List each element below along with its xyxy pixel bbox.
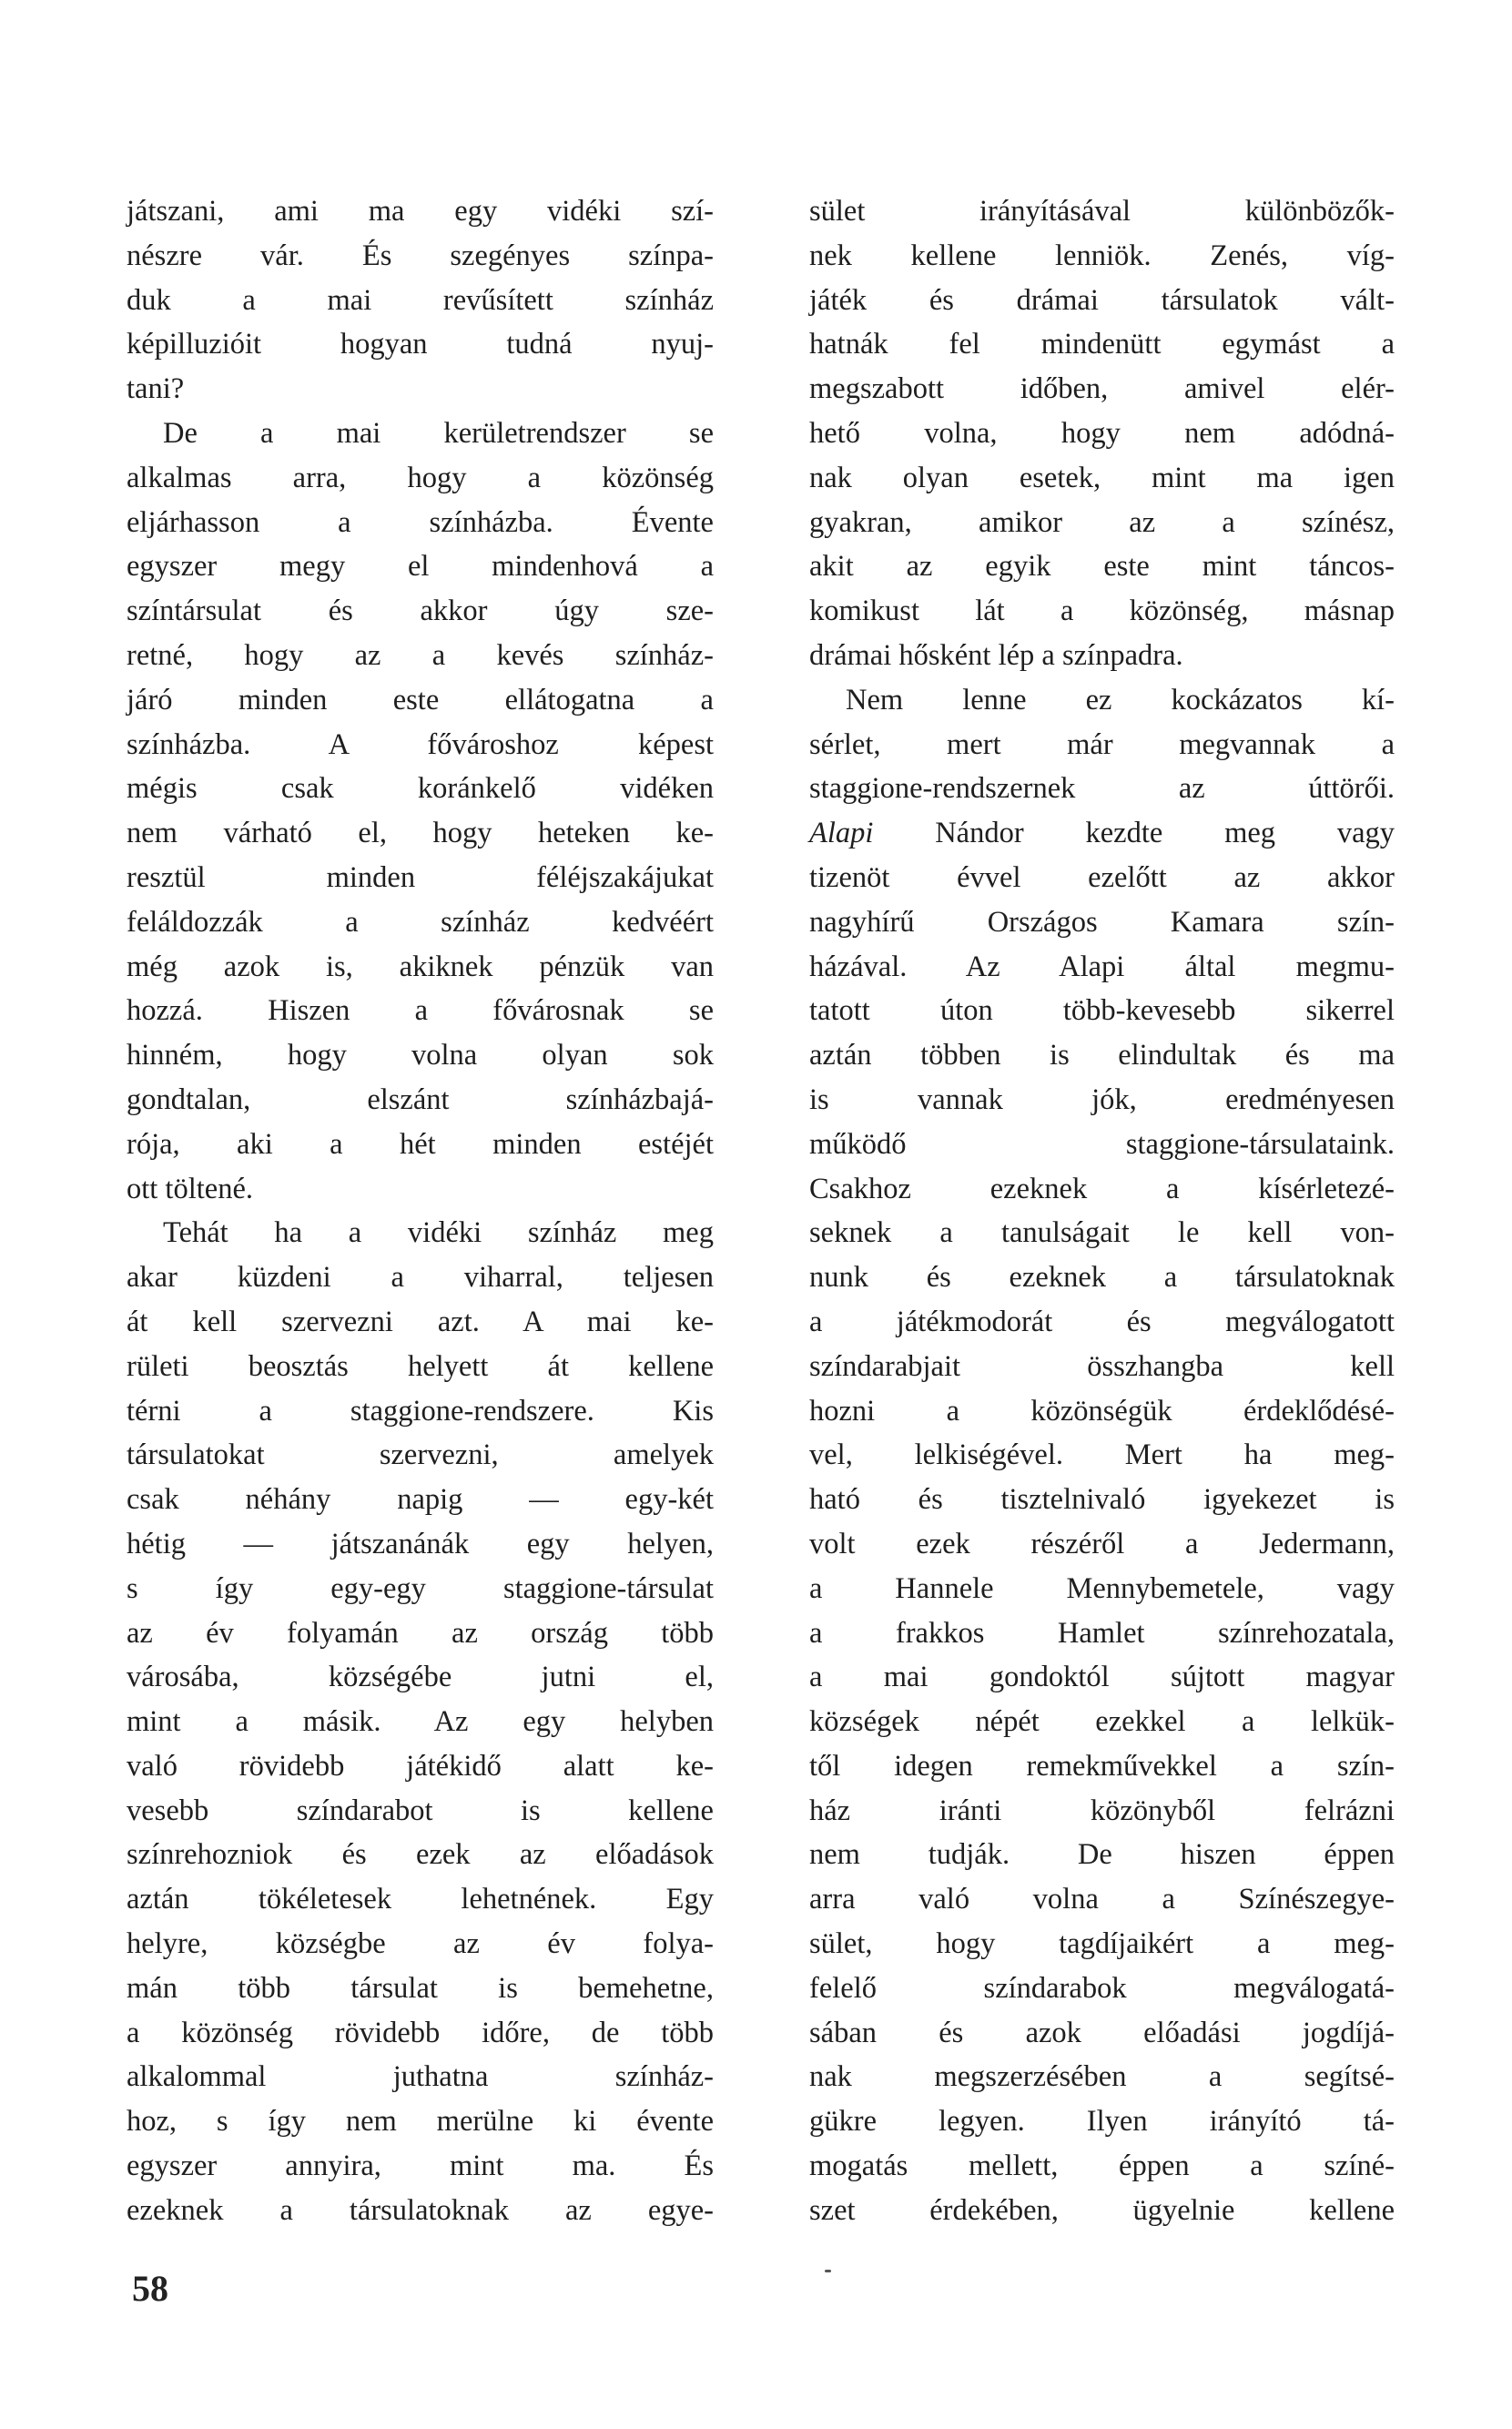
text-line: községek népét ezekkel a lelkük-	[809, 1705, 1395, 1739]
text-line: retné, hogy az a kevés színház-	[127, 638, 714, 672]
text-line: hatnák fel mindenütt egymást a	[809, 328, 1395, 361]
text-line: feláldozzák a színház kedvéért	[127, 905, 714, 939]
text-line: sérlet, mert már megvannak a	[809, 727, 1395, 761]
text-line: arra való volna a Színészegye-	[809, 1883, 1395, 1916]
paragraph	[127, 1211, 714, 2232]
paragraph	[809, 678, 1395, 2233]
text-line: is vannak jók, eredményesen	[809, 1082, 1395, 1116]
text-line: nem várható el, hogy heteken ke-	[127, 817, 714, 850]
page-number: 58	[132, 2268, 168, 2309]
text-line: nunk és ezeknek a társulatoknak	[809, 1261, 1395, 1295]
text-line: s így egy-egy staggione-társulat	[127, 1571, 714, 1605]
text-line: volt ezek részéről a Jedermann,	[809, 1527, 1395, 1560]
text-line: tani?	[127, 372, 185, 406]
text-line: járó minden este ellátogatna a	[127, 683, 714, 717]
text-line: működő staggione-társulataink.	[809, 1127, 1395, 1161]
text-line: sület, hogy tagdíjaikért a meg-	[809, 1927, 1395, 1961]
text-line: ott töltené.	[127, 1172, 253, 1205]
text-line: De a mai kerületrendszer se	[163, 416, 714, 450]
text-line: vel, lelkiségével. Mert ha meg-	[809, 1438, 1395, 1472]
text-line: nak megszerzésében a segítsé-	[809, 2060, 1395, 2094]
text-column-left	[127, 189, 714, 2233]
text-line: egyszer annyira, mint ma. És	[127, 2150, 714, 2183]
text-line: drámai hősként lép a színpadra.	[809, 638, 1183, 672]
text-line: gondtalan, elszánt színházbajá-	[127, 1082, 714, 1116]
text-line: komikust lát a közönség, másnap	[809, 595, 1395, 628]
text-line: mint a másik. Az egy helyben	[127, 1705, 714, 1739]
text-line: nem tudják. De hiszen éppen	[809, 1838, 1395, 1872]
text-line: ház iránti közönyből felrázni	[809, 1794, 1395, 1827]
text-line: Nem lenne ez kockázatos kí-	[846, 683, 1395, 717]
italic-name: Alapi	[809, 817, 874, 850]
text-line: a frakkos Hamlet színrehozatala,	[809, 1616, 1395, 1650]
text-line: egyszer megy el mindenhová a	[127, 550, 714, 584]
text-line: aztán tökéletesek lehetnének. Egy	[127, 1883, 714, 1916]
text-line: felelő színdarabok megválogatá-	[809, 1971, 1395, 2005]
text-line: seknek a tanulságait le kell von-	[809, 1216, 1395, 1250]
text-line: a mai gondoktól sújtott magyar	[809, 1661, 1395, 1694]
text-line: az év folyamán az ország több	[127, 1616, 714, 1650]
text-line: hető volna, hogy nem adódná-	[809, 416, 1395, 450]
text-line: játék és drámai társulatok vált-	[809, 283, 1395, 317]
text-line: nészre vár. És szegényes színpa-	[127, 239, 714, 272]
text-line: Csakhoz ezeknek a kísérletezé-	[809, 1172, 1395, 1205]
text-line: akar küzdeni a viharral, teljesen	[127, 1261, 714, 1295]
text-line: rója, aki a hét minden estéjét	[127, 1127, 714, 1161]
text-line: sában és azok előadási jogdíjá-	[809, 2016, 1395, 2049]
text-line: akit az egyik este mint táncos-	[809, 550, 1395, 584]
text-line: hozzá. Hiszen a fővárosnak se	[127, 994, 714, 1028]
text-line: hozni a közönségük érdeklődésé-	[809, 1394, 1395, 1428]
text-line: házával. Az Alapi által megmu-	[809, 950, 1395, 983]
text-line	[809, 811, 1395, 856]
text-line: től idegen remekművekkel a szín-	[809, 1749, 1395, 1783]
text-line: nak olyan esetek, mint ma igen	[809, 461, 1395, 494]
text-line: vesebb színdarabot is kellene	[127, 1794, 714, 1827]
text-line: át kell szervezni azt. A mai ke-	[127, 1305, 714, 1338]
text-line: gükre legyen. Ilyen irányító tá-	[809, 2105, 1395, 2139]
text-line: aztán többen is elindultak és ma	[809, 1039, 1395, 1072]
text-line: nagyhírű Országos Kamara szín-	[809, 905, 1395, 939]
text-line: eljárhasson a színházba. Évente	[127, 505, 714, 539]
text-line: resztül minden féléjszakájukat	[127, 860, 714, 894]
print-speck	[825, 2270, 831, 2272]
text-column-right	[809, 189, 1395, 2233]
text-line: társulatokat szervezni, amelyek	[127, 1438, 714, 1472]
text-line: a játékmodorát és megválogatott	[809, 1305, 1395, 1338]
text-line: a Hannele Mennybemetele, vagy	[809, 1571, 1395, 1605]
text-line: képilluzióit hogyan tudná nyuj-	[127, 328, 714, 361]
text-line: játszani, ami ma egy vidéki szí-	[127, 195, 714, 228]
text-line: alkalmas arra, hogy a közönség	[127, 461, 714, 494]
text-line: hinném, hogy volna olyan sok	[127, 1039, 714, 1072]
text-line: mégis csak koránkelő vidéken	[127, 772, 714, 806]
text-line: még azok is, akiknek pénzük van	[127, 950, 714, 983]
text-line: csak néhány napig — egy-két	[127, 1483, 714, 1517]
paragraph	[809, 189, 1395, 678]
paragraph	[127, 189, 714, 412]
text-line: színrehozniok és ezek az előadások	[127, 1838, 714, 1872]
text-line: színdarabjait összhangba kell	[809, 1349, 1395, 1383]
text-line: rületi beosztás helyett át kellene	[127, 1349, 714, 1383]
text-line: ható és tisztelnivaló igyekezet is	[809, 1483, 1395, 1517]
paragraph	[127, 412, 714, 1211]
text-line: hoz, s így nem merülne ki évente	[127, 2105, 714, 2139]
text-line: gyakran, amikor az a színész,	[809, 505, 1395, 539]
text-line: sület irányításával különbözők-	[809, 195, 1395, 228]
text-line: Tehát ha a vidéki színház meg	[163, 1216, 714, 1250]
text-line: nek kellene lenniök. Zenés, víg-	[809, 239, 1395, 272]
text-line: való rövidebb játékidő alatt ke-	[127, 1749, 714, 1783]
text-run: Nándor kezdte meg vagy	[873, 817, 1395, 850]
text-line: városába, községébe jutni el,	[127, 1661, 714, 1694]
text-line: térni a staggione-rendszere. Kis	[127, 1394, 714, 1428]
text-line: mán több társulat is bemehetne,	[127, 1971, 714, 2005]
text-line: helyre, községbe az év folya-	[127, 1927, 714, 1961]
text-line: mogatás mellett, éppen a színé-	[809, 2150, 1395, 2183]
text-line: szet érdekében, ügyelnie kellene	[809, 2193, 1395, 2227]
text-line: megszabott időben, amivel elér-	[809, 372, 1395, 406]
text-line: a közönség rövidebb időre, de több	[127, 2016, 714, 2049]
text-line: alkalommal juthatna színház-	[127, 2060, 714, 2094]
text-line: hétig — játszanánák egy helyen,	[127, 1527, 714, 1560]
text-line: staggione-rendszernek az úttörői.	[809, 772, 1395, 806]
text-line: tizenöt évvel ezelőtt az akkor	[809, 860, 1395, 894]
text-line: ezeknek a társulatoknak az egye-	[127, 2193, 714, 2227]
text-line: színtársulat és akkor úgy sze-	[127, 595, 714, 628]
text-line: duk a mai revűsített színház	[127, 283, 714, 317]
text-line: tatott úton több-kevesebb sikerrel	[809, 994, 1395, 1028]
text-line: színházba. A fővároshoz képest	[127, 727, 714, 761]
